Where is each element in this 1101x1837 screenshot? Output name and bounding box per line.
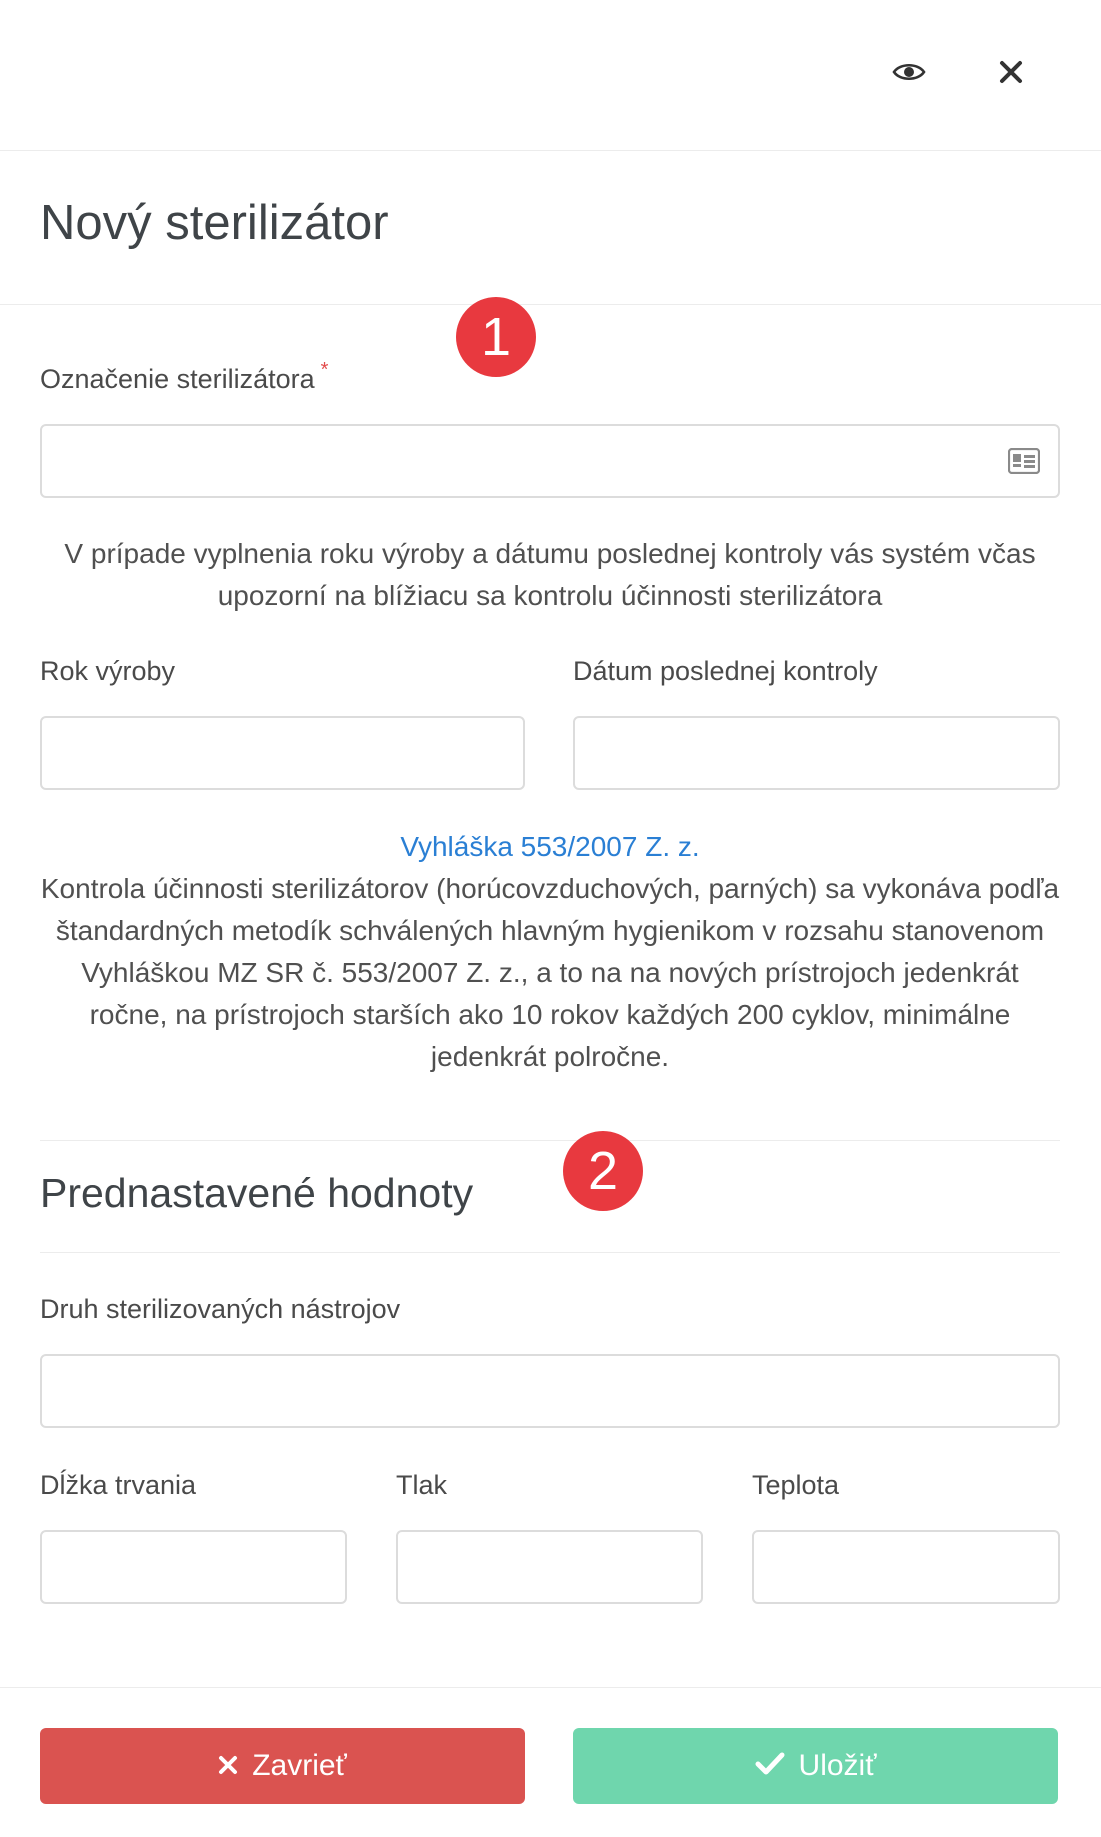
designation-input[interactable]: [40, 424, 1060, 498]
page-title: Nový sterilizátor: [40, 196, 389, 250]
save-button[interactable]: [573, 1728, 1058, 1804]
designation-label-text: Označenie sterilizátora: [40, 364, 315, 394]
preview-eye-icon[interactable]: [885, 48, 933, 96]
required-mark: *: [320, 359, 329, 381]
section-title: Prednastavené hodnoty: [40, 1170, 474, 1216]
temperature-input[interactable]: [752, 1530, 1060, 1604]
instrument-type-input[interactable]: [40, 1354, 1060, 1428]
last-check-label: Dátum poslednej kontroly: [573, 656, 878, 686]
modal-header: [0, 0, 1101, 151]
close-button[interactable]: [40, 1728, 525, 1804]
year-label: Rok výroby: [40, 656, 176, 686]
year-input[interactable]: [40, 716, 525, 790]
designation-label: [40, 359, 329, 395]
temperature-label: Teplota: [752, 1470, 840, 1500]
duration-input[interactable]: [40, 1530, 347, 1604]
footer-divider: [0, 1687, 1101, 1688]
step-badge-1: 1: [456, 297, 536, 377]
step-badge-2: 2: [563, 1131, 643, 1211]
duration-label: Dĺžka trvania: [40, 1470, 197, 1500]
close-button-label: Zavrieť: [252, 1749, 347, 1782]
regulation-link-row: [40, 826, 1060, 868]
regulation-description: Kontrola účinnosti sterilizátorov (horúcovzduchových, parných) sa vykonáva podľa štandardných metodík schválených hlavným hygienikom v rozsahu stanovenom Vyhláškou MZ SR č. 553/2007 Z. z., a to na na nových prístrojoch jedenkrát ročne, na prístrojoch starších ako 10 rokov každých 200 cyklov, minimálne jedenkrát polročne.: [40, 873, 1060, 1072]
pressure-label: Tlak: [396, 1470, 448, 1500]
close-icon[interactable]: [987, 48, 1035, 96]
check-icon: [755, 1749, 785, 1783]
section-top-divider: [40, 1140, 1060, 1141]
x-icon: [218, 1749, 238, 1783]
title-divider: [0, 304, 1101, 305]
instrument-type-label: Druh sterilizovaných nástrojov: [40, 1294, 401, 1324]
pressure-input[interactable]: [396, 1530, 703, 1604]
id-card-icon: [1008, 448, 1040, 479]
save-button-label: Uložiť: [798, 1749, 877, 1782]
notice-text: V prípade vyplnenia roku výroby a dátumu poslednej kontroly vás systém včas upozorní na blížiacu sa kontrolu účinnosti sterilizátora: [64, 538, 1036, 611]
regulation-link[interactable]: Vyhláška 553/2007 Z. z.: [400, 831, 700, 862]
section-bottom-divider: [40, 1252, 1060, 1253]
last-check-input[interactable]: [573, 716, 1060, 790]
